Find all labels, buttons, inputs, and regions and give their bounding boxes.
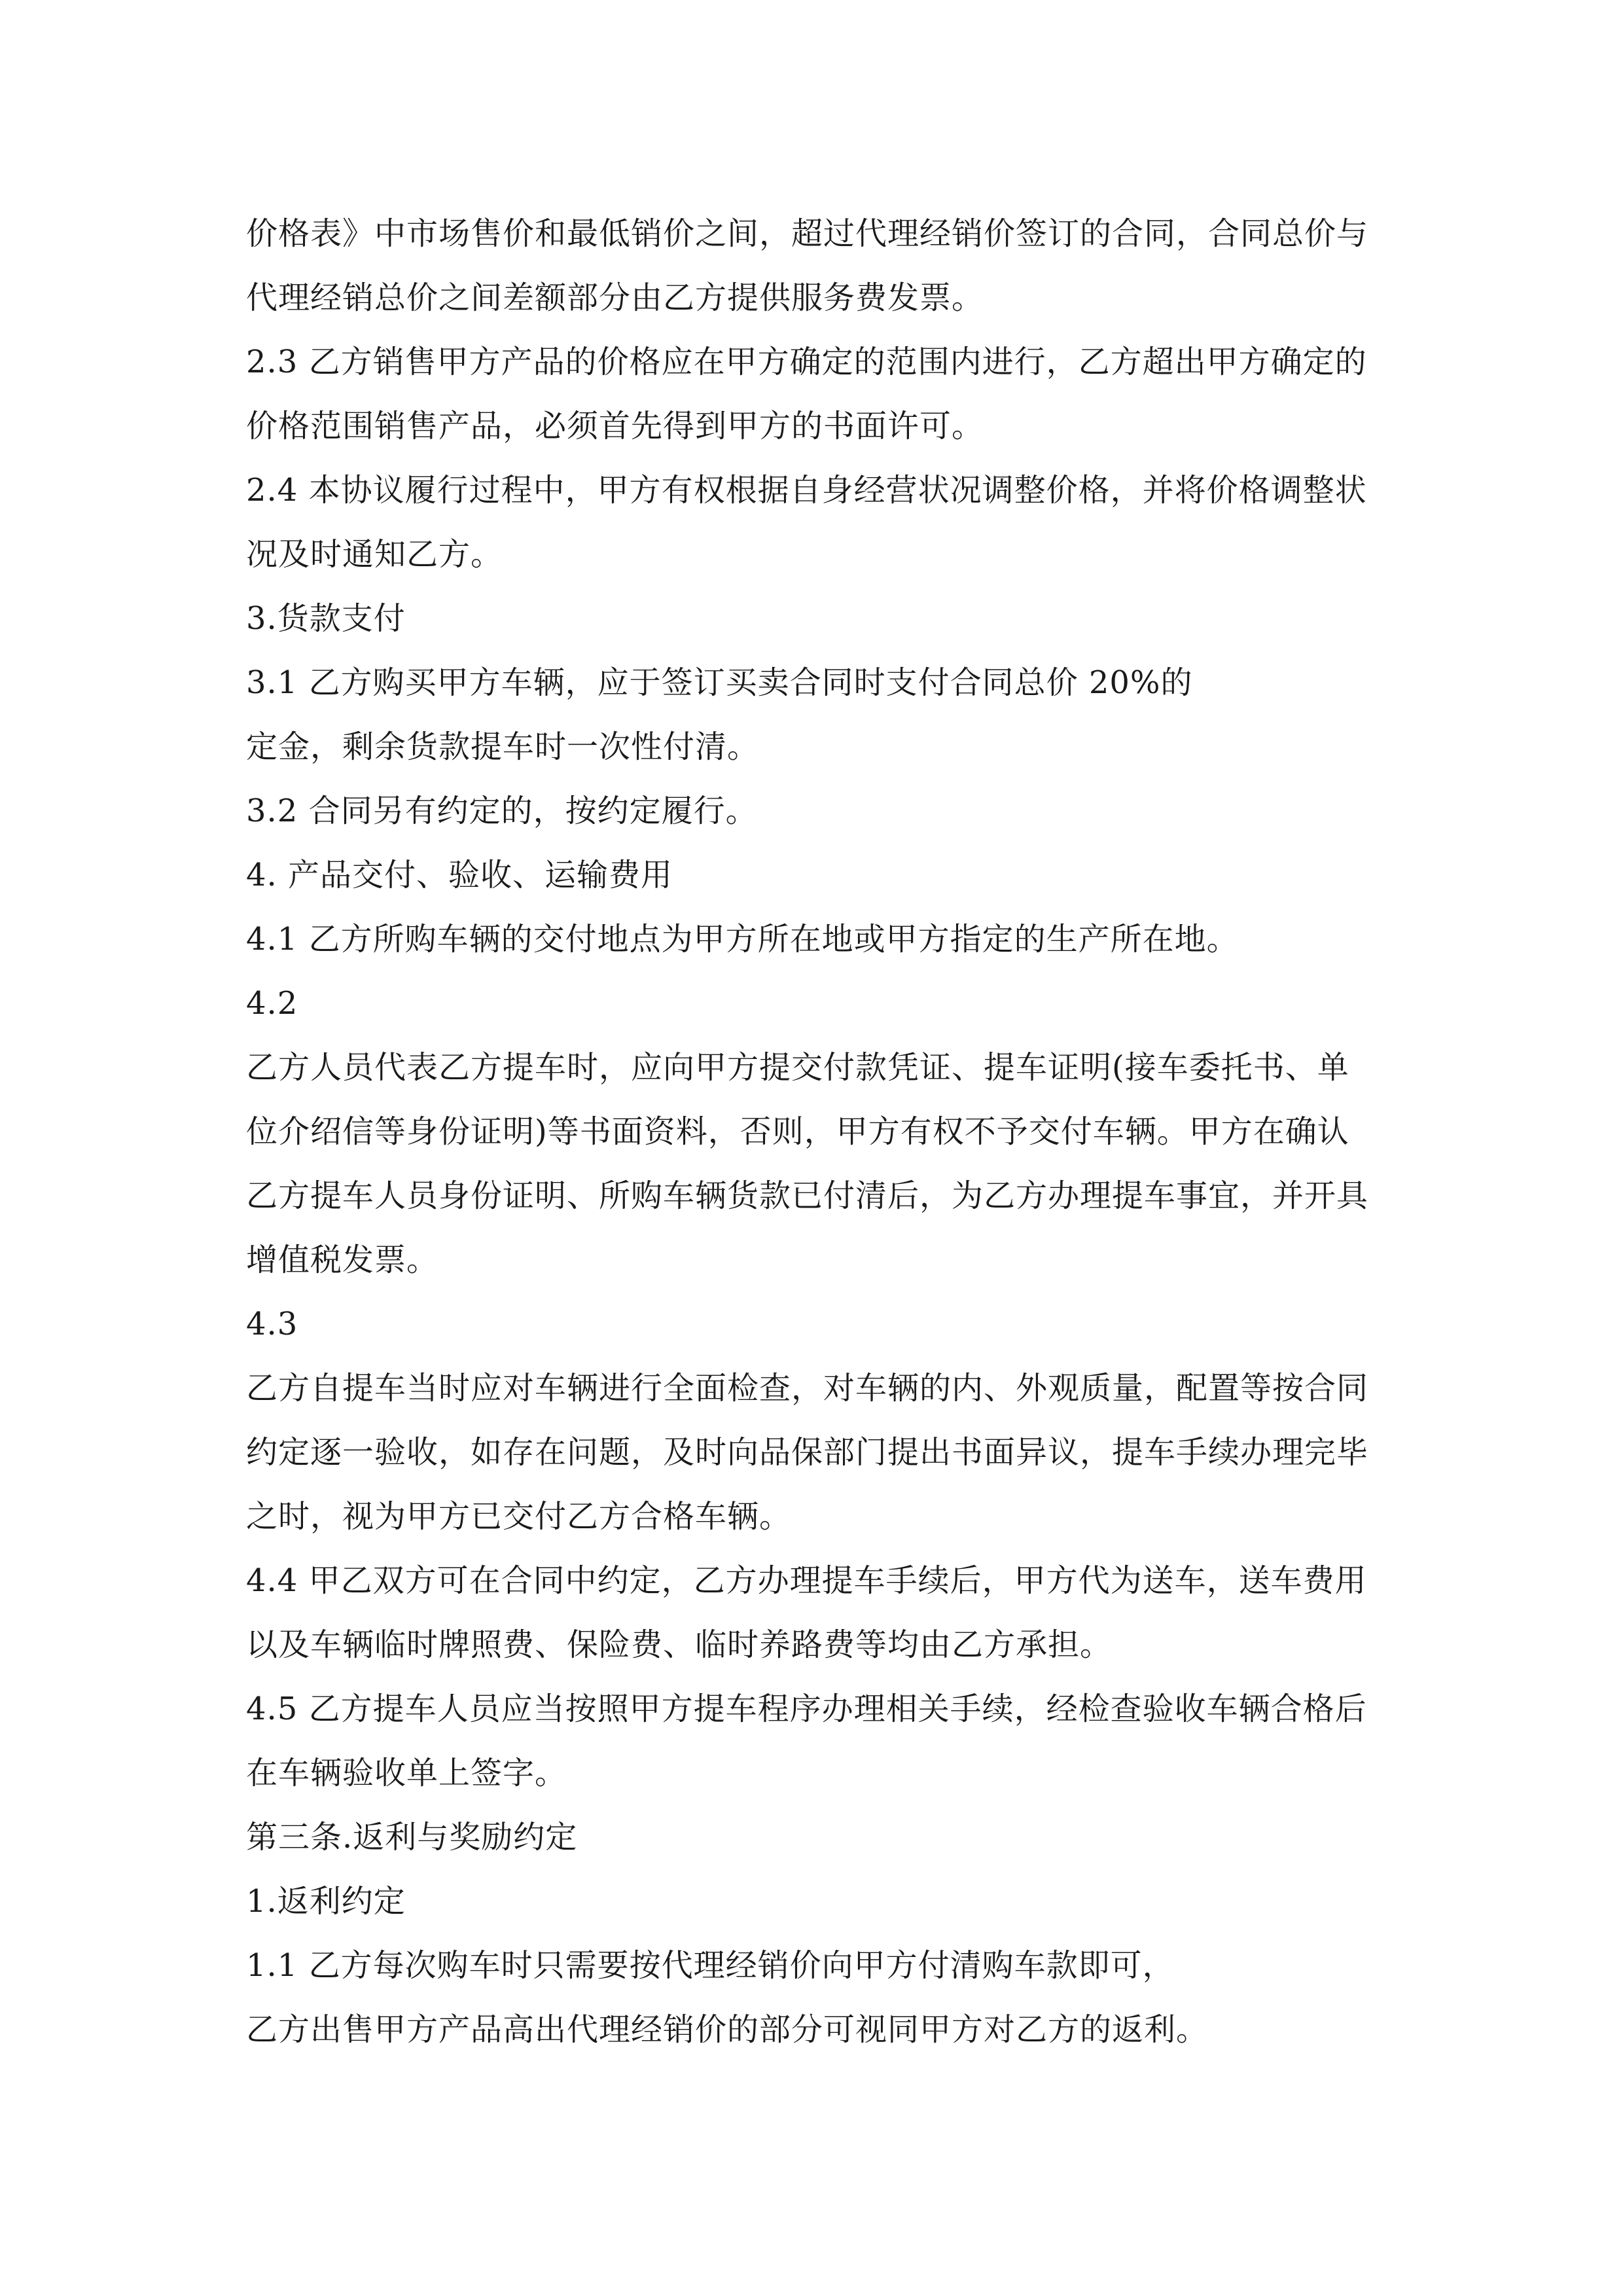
section-heading-delivery: 4. 产品交付、验收、运输费用	[246, 857, 673, 893]
clause-4-2-number: 4.2	[246, 985, 298, 1022]
text-line: 定金，剩余货款提车时一次性付清。	[246, 728, 760, 765]
text-line: 乙方提车人员身份证明、所购车辆货款已付清后，为乙方办理提车事宜，并开具	[246, 1177, 1369, 1214]
document-body	[246, 202, 1378, 2062]
text-line: 代理经销总价之间差额部分由乙方提供服务费发票。	[246, 279, 984, 316]
text-line: 价格表》中市场售价和最低销价之间，超过代理经销价签订的合同，合同总价与	[246, 215, 1369, 252]
text-line: 况及时通知乙方。	[246, 536, 503, 573]
text-line: 增值税发票。	[246, 1242, 439, 1278]
clause-4-4: 4.4 甲乙双方可在合同中约定，乙方办理提车手续后，甲方代为送车，送车费用	[246, 1562, 1367, 1599]
text-line: 位介绍信等身份证明)等书面资料，否则，甲方有权不予交付车辆。甲方在确认	[246, 1113, 1349, 1150]
text-line: 在车辆验收单上签字。	[246, 1755, 567, 1791]
clause-4-3-number: 4.3	[246, 1306, 298, 1342]
clause-2-3: 2.3 乙方销售甲方产品的价格应在甲方确定的范围内进行，乙方超出甲方确定的	[246, 344, 1367, 380]
section-heading-payment: 3.货款支付	[246, 600, 406, 637]
clause-1-1: 1.1 乙方每次购车时只需要按代理经销价向甲方付清购车款即可，	[246, 1947, 1175, 1984]
clause-4-1: 4.1 乙方所购车辆的交付地点为甲方所在地或甲方指定的生产所在地。	[246, 921, 1239, 958]
clause-2-4: 2.4 本协议履行过程中，甲方有权根据自身经营状况调整价格，并将价格调整状	[246, 472, 1367, 509]
text-line: 以及车辆临时牌照费、保险费、临时养路费等均由乙方承担。	[246, 1626, 1113, 1663]
clause-4-5: 4.5 乙方提车人员应当按照甲方提车程序办理相关手续，经检查验收车辆合格后	[246, 1691, 1367, 1727]
text-line: 之时，视为甲方已交付乙方合格车辆。	[246, 1498, 792, 1535]
text-line: 价格范围销售产品，必须首先得到甲方的书面许可。	[246, 408, 984, 444]
article-heading-3: 第三条.返利与奖励约定	[246, 1819, 578, 1856]
text-line: 乙方人员代表乙方提车时，应向甲方提交付款凭证、提车证明(接车委托书、单	[246, 1049, 1349, 1086]
text-line: 约定逐一验收，如存在问题，及时向品保部门提出书面异议，提车手续办理完毕	[246, 1434, 1369, 1471]
clause-3-2: 3.2 合同另有约定的，按约定履行。	[246, 793, 758, 829]
clause-3-1: 3.1 乙方购买甲方车辆，应于签订买卖合同时支付合同总价 20%的	[246, 664, 1193, 701]
text-line: 乙方出售甲方产品高出代理经销价的部分可视同甲方对乙方的返利。	[246, 2011, 1209, 2048]
section-heading-rebate: 1.返利约定	[246, 1883, 406, 1920]
text-line: 乙方自提车当时应对车辆进行全面检查，对车辆的内、外观质量，配置等按合同	[246, 1370, 1369, 1407]
